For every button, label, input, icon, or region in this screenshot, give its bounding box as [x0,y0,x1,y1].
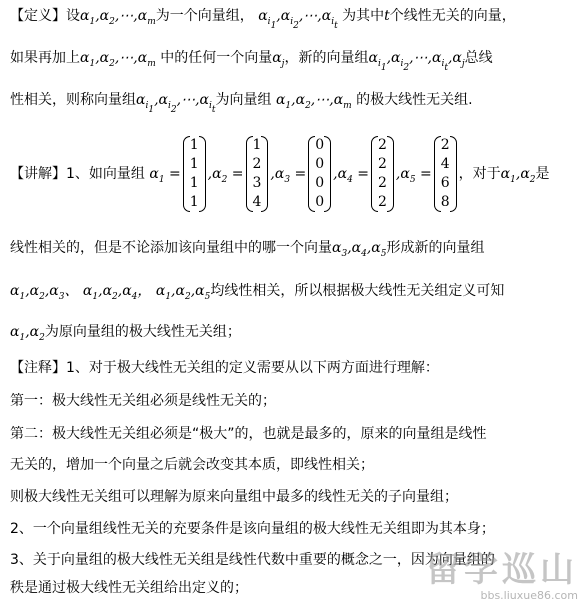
explanation-tag: 【讲解】 [10,166,66,182]
math-vector-group: $\alpha_1,\alpha_2,\cdots,\alpha_m$ [80,8,156,27]
vector-a5: 2 4 6 8 [434,136,457,212]
notes-line-3: 第二：极大线性无关组必须是“极大”的，也就是最多的，原来的向量组是线性 [10,426,487,442]
math-subgroup: $\alpha_{i_1},\alpha_{i_2},\cdots,\alpha_{i_t}$ [258,8,338,31]
explanation-line-3: $\alpha_1,\alpha_2,\alpha_3$、 $\alpha_1,\alpha_2,\alpha_4$， $\alpha_1,\alpha_2,\alpha_5$均线性相关，所以根据极大线性无关组定义可知 [10,283,505,302]
vector-a3: 0 0 0 0 [308,136,331,212]
vector-a2: 1 2 3 4 [246,136,269,212]
watermark-url: bbs.liuxue86.com [480,589,578,602]
watermark [426,551,578,602]
notes-line-6: 2、一个向量组线性无关的充要条件是该向量组的极大线性无关组即为其本身； [10,521,495,537]
definition-line-2: 如果再加上$\alpha_1,\alpha_2,\cdots,\alpha_m$ 中的任何一个向量$\alpha_j$，新的向量组$\alpha_{i_1},\alpha_{i_2},\cdots,\alpha_{i_t},\alpha_j$总线 [10,50,493,73]
explanation-line-2: 线性相关的，但是不论添加该向量组中的哪一个向量$\alpha_3,\alpha_4,\alpha_5$形成新的向量组 [10,240,485,259]
notes-line-5: 则极大线性无关组可以理解为原来向量组中最多的线性无关的子向量组； [10,489,458,505]
notes-line-2: 第一：极大线性无关组必须是线性无关的； [10,393,276,409]
notes-tag: 【注释】 [10,360,66,376]
watermark-logo-text: 留学巡山 [426,550,578,590]
notes-line-8: 秩是通过极大线性无关组给出定义的； [10,580,248,596]
notes-line-7: 3、关于向量组的极大线性无关组是线性代数中重要的概念之一，因为向量组的 [10,552,495,568]
definition-line-3: 性相关，则称向量组$\alpha_{i_1},\alpha_{i_2},\cdots,\alpha_{i_t}$为向量组 $\alpha_1,\alpha_2,\cdots,\alpha_m$ 的极大线性无关组. [10,92,473,115]
notes-line-4: 无关的，增加一个向量之后就会改变其本质，即线性相关； [10,457,374,473]
notes-line-1: 【注释】1、对于极大线性无关组的定义需要从以下两方面进行理解： [10,360,439,376]
vector-a4: 2 2 2 2 [371,136,394,212]
explanation-vectors-line: 【讲解】 1、如向量组 $\alpha_1$ = 1 1 1 1 $,\alpha_2$ = 1 2 3 4 $,\alpha_3$ = 0 0 0 0 $,\alpha_4$ = 2 2 2 2 $,\alpha_5$ = 2 4 6 8 ，对于 $\alpha_1,\alpha_2$ 是 [10,137,550,210]
definition-tag: 【定义】 [10,8,66,24]
definition-line-1: 【定义】设$\alpha_1,\alpha_2,\cdots,\alpha_m$为一个向量组， $\alpha_{i_1},\alpha_{i_2},\cdots,\alpha_{i_t}$ 为其中t个线性无关的向量， [10,8,516,31]
explanation-line-4: $\alpha_1,\alpha_2$为原向量组的极大线性无关组； [10,324,241,343]
vector-a1: 1 1 1 1 [183,136,206,212]
